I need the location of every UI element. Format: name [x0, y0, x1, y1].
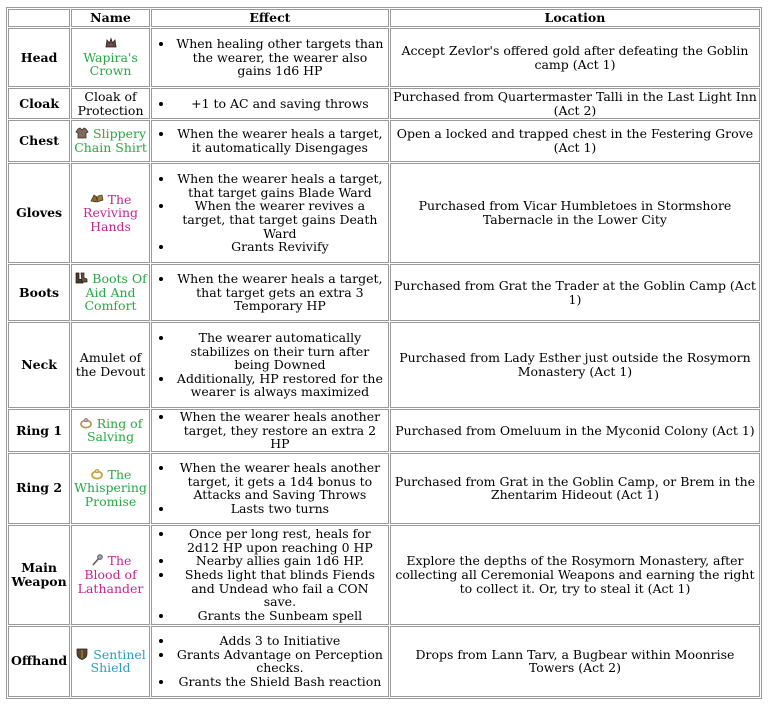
effect-item: • When the wearer heals a target, that target gains Blade Ward	[174, 172, 386, 199]
table-row	[8, 453, 760, 524]
location-cell: Purchased from Lady Esther just outside the Rosymorn Monastery (Act 1)	[390, 322, 760, 408]
slot-cell: Ring 2	[8, 453, 70, 524]
item-name-cell	[71, 88, 150, 119]
effect-cell	[151, 525, 389, 625]
item-name: Cloak of Protection	[77, 88, 144, 118]
effect-item: • Grants the Shield Bash reaction	[174, 675, 386, 689]
location-cell: Purchased from Quartermaster Talli in the Last Light Inn (Act 2)	[390, 88, 760, 119]
item-name-cell	[71, 626, 150, 697]
ring-icon	[90, 468, 104, 480]
effect-item: • When healing other targets than the wearer, the wearer also gains 1d6 HP	[174, 37, 386, 78]
effect-item: • Once per long rest, heals for 2d12 HP upon reaching 0 HP	[174, 527, 386, 554]
location-cell: Purchased from Omeluum in the Myconid Colony (Act 1)	[390, 409, 760, 452]
item-name-cell	[71, 120, 150, 162]
effect-item: • When the wearer heals a target, that target gets an extra 3 Temporary HP	[174, 272, 386, 313]
slot-cell: Neck	[8, 322, 70, 408]
effect-item: • +1 to AC and saving throws	[174, 97, 386, 111]
equipment-table	[6, 7, 762, 699]
location-cell: Open a locked and trapped chest in the Festering Grove (Act 1)	[390, 120, 760, 162]
slot-cell: Main Weapon	[8, 525, 70, 625]
table-row	[8, 264, 760, 321]
slot-cell: Ring 1	[8, 409, 70, 452]
header-name: Name	[71, 9, 150, 27]
item-name: Amulet of the Devout	[75, 350, 146, 379]
ring-icon	[79, 417, 93, 429]
effect-cell	[151, 163, 389, 263]
effect-item: • Adds 3 to Initiative	[174, 634, 386, 648]
effect-cell	[151, 453, 389, 524]
slot-cell: Cloak	[8, 88, 70, 119]
table-row	[8, 409, 760, 452]
item-name-cell	[71, 322, 150, 408]
table-row	[8, 120, 760, 162]
header-slot	[8, 9, 70, 27]
table-row	[8, 626, 760, 697]
item-name-cell	[71, 264, 150, 321]
boots-icon	[74, 272, 88, 284]
slot-cell: Head	[8, 28, 70, 87]
slot-cell: Gloves	[8, 163, 70, 263]
effect-cell	[151, 322, 389, 408]
item-name[interactable]: The Whispering Promise	[74, 466, 147, 510]
table-row	[8, 88, 760, 119]
effect-item: • Grants the Sunbeam spell	[174, 609, 386, 623]
shield-icon	[75, 648, 89, 660]
effect-item: • Sheds light that blinds Fiends and Undead who fail a CON save.	[174, 568, 386, 609]
effect-item: • The wearer automatically stabilizes on their turn after being Downed	[174, 331, 386, 372]
mace-icon	[90, 554, 104, 566]
effect-item: • Additionally, HP restored for the wearer is always maximized	[174, 372, 386, 399]
table-row	[8, 322, 760, 408]
effect-item: • When the wearer heals another target, they restore an extra 2 HP	[174, 410, 386, 451]
item-name[interactable]: Sentinel Shield	[90, 646, 146, 676]
location-cell: Purchased from Vicar Humbletoes in Stormshore Tabernacle in the Lower City	[390, 163, 760, 263]
table-header-row	[8, 9, 760, 27]
chain-shirt-icon	[75, 127, 89, 139]
effect-cell	[151, 626, 389, 697]
location-cell: Purchased from Grat the Trader at the Goblin Camp (Act 1)	[390, 264, 760, 321]
table-row	[8, 163, 760, 263]
effect-item: • When the wearer heals a target, it automatically Disengages	[174, 127, 386, 154]
item-name-cell	[71, 28, 150, 87]
item-name-cell	[71, 163, 150, 263]
item-name-cell	[71, 453, 150, 524]
location-cell: Explore the depths of the Rosymorn Monastery, after collecting all Ceremonial Weapons and earning the right to collect it. Or, try to steal it (Act 1)	[390, 525, 760, 625]
item-name-cell	[71, 525, 150, 625]
item-name[interactable]: Slippery Chain Shirt	[74, 126, 147, 155]
slot-cell: Boots	[8, 264, 70, 321]
item-name[interactable]: Ring of Salving	[86, 415, 143, 445]
table-row	[8, 525, 760, 625]
location-cell: Drops from Lann Tarv, a Bugbear within Moonrise Towers (Act 2)	[390, 626, 760, 697]
crown-icon	[104, 37, 118, 49]
location-cell: Purchased from Grat in the Goblin Camp, or Brem in the Zhentarim Hideout (Act 1)	[390, 453, 760, 524]
effect-item: • When the wearer revives a target, that target gains Death Ward	[174, 199, 386, 240]
effect-cell	[151, 264, 389, 321]
slot-cell: Offhand	[8, 626, 70, 697]
item-name[interactable]: The Reviving Hands	[83, 191, 139, 234]
item-name[interactable]: The Blood of Lathander	[77, 553, 144, 596]
effect-item: • Nearby allies gain 1d6 HP.	[174, 554, 386, 568]
effect-item: • When the wearer heals another target, it gets a 1d4 bonus to Attacks and Saving Throws	[174, 461, 386, 502]
effect-item: • Lasts two turns	[174, 502, 386, 516]
effect-item: • Grants Advantage on Perception checks.	[174, 648, 386, 675]
effect-cell	[151, 88, 389, 119]
effect-item: • Grants Revivify	[174, 240, 386, 254]
item-name[interactable]: Wapira's Crown	[83, 49, 138, 79]
item-name-cell	[71, 409, 150, 452]
effect-cell	[151, 409, 389, 452]
gloves-icon	[90, 193, 104, 205]
slot-cell: Chest	[8, 120, 70, 162]
header-effect: Effect	[151, 9, 389, 27]
table-row	[8, 28, 760, 87]
location-cell: Accept Zevlor's offered gold after defeating the Goblin camp (Act 1)	[390, 28, 760, 87]
effect-cell	[151, 28, 389, 87]
item-name[interactable]: Boots Of Aid And Comfort	[84, 271, 147, 314]
header-location: Location	[390, 9, 760, 27]
effect-cell	[151, 120, 389, 162]
